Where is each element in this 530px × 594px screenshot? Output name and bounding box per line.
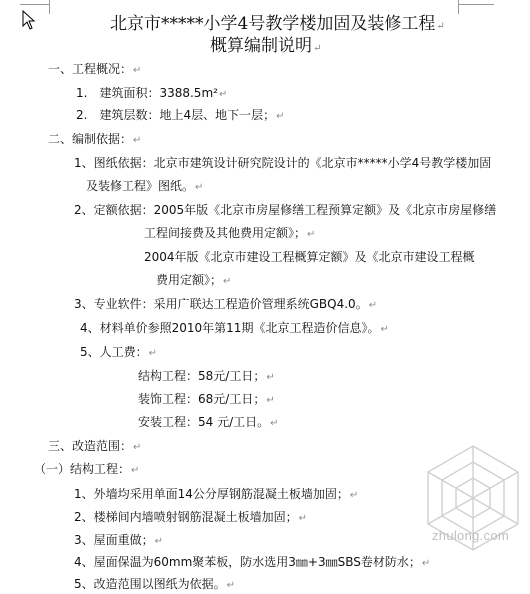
list-item: 2、楼梯间内墙喷射钢筋混凝土板墙加固；↵ [74, 510, 308, 524]
crop-mark-top-left [49, 0, 50, 14]
list-item: 1、外墙均采用单面14公分厚钢筋混凝土板墙加固；↵ [74, 487, 359, 501]
document-title: 北京市*****小学4号教学楼加固及装修工程↵ [110, 14, 445, 34]
list-item: 1、图纸依据：北京市建筑设计研究院设计的《北京市*****小学4号教学楼加固 [74, 156, 492, 170]
section-heading: 二、编制依据：↵ [48, 132, 142, 146]
list-item: 4、材料单价参照2010年第11期《北京工程造价信息》。↵ [80, 321, 389, 335]
labor-rate: 装饰工程：68元/工日；↵ [138, 392, 275, 406]
crop-mark-top-right [458, 0, 459, 14]
list-item: 5、人工费：↵ [80, 345, 158, 359]
labor-rate: 安装工程：54 元/工日。↵ [138, 415, 279, 429]
watermark-text: zhulong.com [432, 528, 510, 543]
return-mark: ↵ [313, 43, 322, 54]
section-heading: 三、改造范围：↵ [48, 439, 142, 453]
subsection-heading: （一）结构工程：↵ [34, 462, 140, 476]
crop-mark-top-left [20, 4, 50, 5]
section-heading: 一、工程概况：↵ [48, 62, 142, 76]
list-item: 3、屋面重做；↵ [74, 533, 164, 547]
list-item: 2. 建筑层数：地上4层、地下一层；↵ [76, 108, 285, 122]
list-item-continued: 2004年版《北京市建设工程概算定额》及《北京市建设工程概 [144, 250, 475, 264]
return-mark: ↵ [436, 21, 445, 32]
list-item-continued: 工程间接费及其他费用定额》；↵ [144, 226, 316, 240]
document-subtitle: 概算编制说明↵ [210, 36, 322, 56]
list-item: 2、定额依据：2005年版《北京市房屋修缮工程预算定额》及《北京市房屋修缮 [74, 203, 497, 217]
labor-rate: 结构工程：58元/工日；↵ [138, 369, 275, 383]
crop-mark-top-right [458, 4, 494, 5]
list-item-continued: 费用定额》；↵ [156, 273, 232, 287]
list-item: 5、改造范围以图纸为依据。↵ [74, 577, 236, 591]
list-item: 1. 建筑面积：3388.5m²↵ [76, 86, 228, 100]
arrow-cursor-icon [22, 10, 36, 30]
list-item: 4、屋面保温为60mm聚苯板，防水选用3㎜+3㎜SBS卷材防水；↵ [74, 555, 431, 569]
list-item-continued: 及装修工程》图纸。↵ [86, 179, 204, 193]
list-item: 3、专业软件：采用广联达工程造价管理系统GBQ4.0。↵ [74, 297, 378, 311]
